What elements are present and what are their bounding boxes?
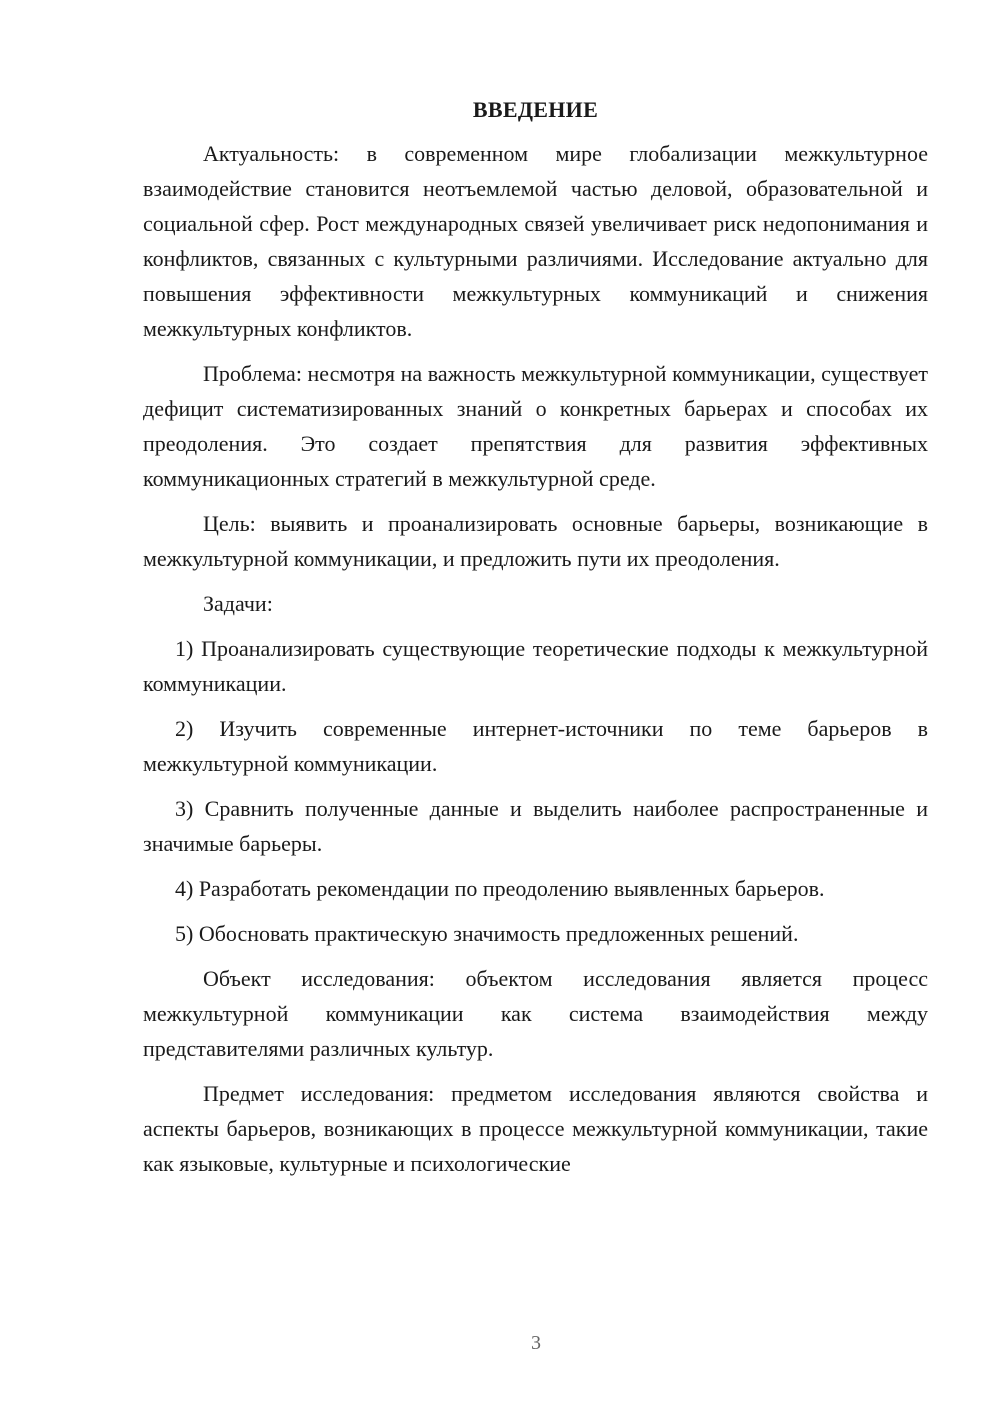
task-item: 1) Проанализировать существующие теоретические подходы к межкультурной коммуникации. <box>143 636 928 696</box>
goal-paragraph: Цель: выявить и проанализировать основные барьеры, возникающие в межкультурной коммуникации, и предложить пути их преодоления. <box>143 511 928 571</box>
task-item: 2) Изучить современные интернет-источники по теме барьеров в межкультурной коммуникации. <box>143 716 928 776</box>
task-item: 5) Обосновать практическую значимость предложенных решений. <box>175 921 799 946</box>
section-heading: ВВЕДЕНИЕ <box>472 97 599 122</box>
problem-paragraph: Проблема: несмотря на важность межкультурной коммуникации, существует дефицит систематизированных знаний о конкретных барьерах и способах их преодоления. Это создает препятствия для развития эффективных коммуникационных стратегий в межкультурной среде. <box>143 361 928 491</box>
relevance-paragraph: Актуальность: в современном мире глобализации межкультурное взаимодействие становится неотъемлемой частью деловой, образовательной и социальной сфер. Рост международных связей увеличивает риск недопонимания и конфликтов, связанных с культурными различиями. Исследование актуально для повышения эффективности межкультурных коммуникаций и снижения межкультурных конфликтов. <box>143 141 928 341</box>
document-page <box>143 90 928 1181</box>
object-paragraph: Объект исследования: объектом исследования является процесс межкультурной коммуникации как система взаимодействия между представителями различных культур. <box>143 966 928 1061</box>
task-item: 3) Сравнить полученные данные и выделить наиболее распространенные и значимые барьеры. <box>143 796 928 856</box>
tasks-label: Задачи: <box>203 591 273 616</box>
task-item: 4) Разработать рекомендации по преодолению выявленных барьеров. <box>175 876 825 901</box>
tasks-list <box>143 631 928 951</box>
page-number: 3 <box>531 1332 541 1354</box>
subject-paragraph: Предмет исследования: предметом исследования являются свойства и аспекты барьеров, возникающих в процессе межкультурной коммуникации, такие как языковые, культурные и психологические <box>143 1081 928 1176</box>
